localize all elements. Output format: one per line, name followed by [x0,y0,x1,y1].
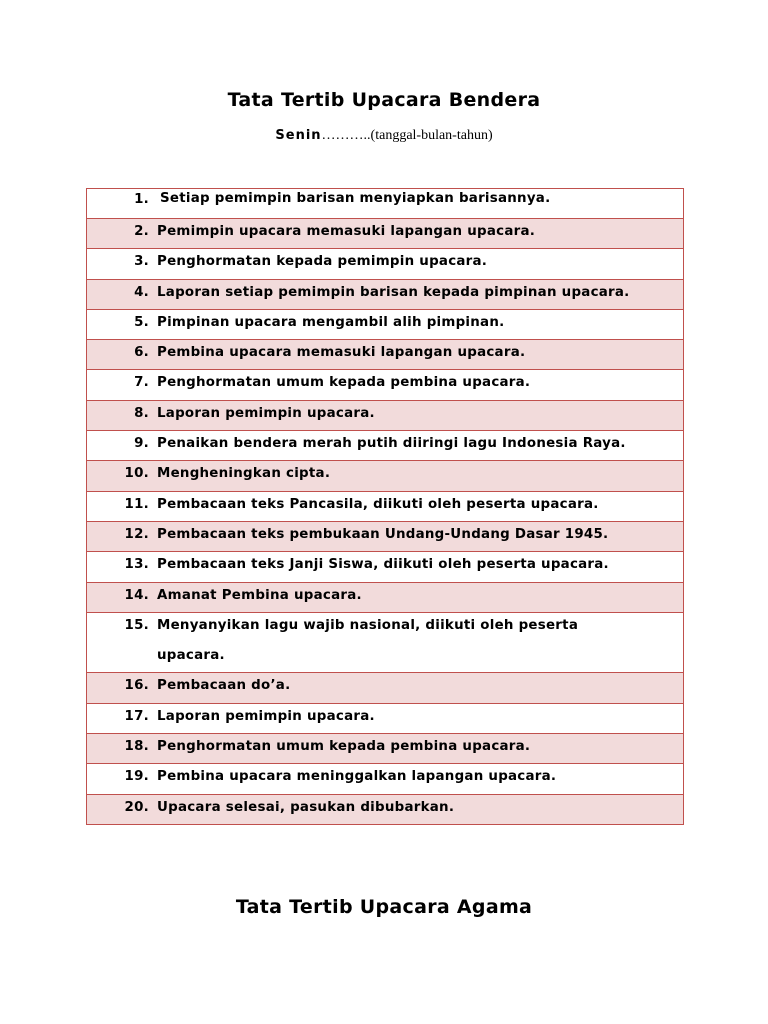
rule-row [87,673,683,703]
subtitle-date-placeholder: ………..(tanggal-bulan-tahun) [321,128,493,143]
rule-number: 8. [134,405,149,421]
section-title: Tata Tertib Upacara Agama [235,896,533,918]
rule-text: Setiap pemimpin barisan menyiapkan barisannya. [160,191,551,206]
rule-text: Pembina upacara memasuki lapangan upacara. [157,345,526,361]
rule-text: Laporan setiap pemimpin barisan kepada pimpinan upacara. [157,284,630,300]
rule-text: Upacara selesai, pasukan dibubarkan. [157,799,455,815]
rule-number: 10. [124,466,149,482]
rule-text: Laporan pemimpin upacara. [157,405,375,421]
rule-row [87,219,683,249]
rule-number: 3. [134,254,149,270]
rule-row [87,552,683,582]
rule-number: 14. [124,587,149,603]
rule-row [87,583,683,613]
rule-number: 9. [134,436,149,452]
rule-number: 16. [124,678,149,694]
rule-row [87,249,683,279]
rule-row [87,280,683,310]
rule-number: 12. [124,526,149,542]
subtitle-day: Senin [275,128,322,143]
rule-row [87,340,683,370]
rule-row [87,401,683,431]
rule-row [87,370,683,400]
rule-number: 11. [124,496,149,512]
page-title: Tata Tertib Upacara Bendera [227,89,541,111]
rule-text: Pemimpin upacara memasuki lapangan upacara. [157,224,536,239]
rule-row [87,492,683,522]
rule-row [87,310,683,340]
rule-number: 15. [124,617,149,633]
rule-number: 18. [124,739,149,755]
rule-row [87,613,683,674]
rule-number: 2. [134,224,149,239]
rule-row [87,764,683,794]
rule-number: 4. [134,284,149,300]
rule-number: 7. [134,375,149,391]
rule-number: 20. [124,799,149,815]
rule-text: Penghormatan kepada pemimpin upacara. [157,254,488,270]
rule-text: Penghormatan umum kepada pembina upacara. [157,739,531,755]
rule-number: 5. [134,314,149,330]
rule-text: Menyanyikan lagu wajib nasional, diikuti oleh peserta upacara. [157,617,579,663]
rule-number: 19. [124,769,149,785]
rule-text: Pembina upacara meninggalkan lapangan upacara. [157,769,557,785]
rule-text: Penaikan bendera merah putih diiringi lagu Indonesia Raya. [157,436,626,452]
rule-text: Pembacaan teks Pancasila, diikuti oleh peserta upacara. [157,496,599,512]
rule-row [87,461,683,491]
rule-row [87,734,683,764]
rule-number: 17. [124,708,149,724]
rule-text: Amanat Pembina upacara. [157,587,362,603]
rule-row [87,704,683,734]
rule-row [87,431,683,461]
rule-text: Pembacaan do’a. [157,678,291,694]
rule-text: Pembacaan teks Janji Siswa, diikuti oleh peserta upacara. [157,557,609,573]
rule-text: Laporan pemimpin upacara. [157,708,375,724]
rule-text: Penghormatan umum kepada pembina upacara. [157,375,531,391]
rule-number: 13. [124,557,149,573]
rule-number: 1. [134,192,149,207]
rule-text: Pimpinan upacara mengambil alih pimpinan. [157,314,505,330]
rule-row [87,189,683,219]
rules-table [86,188,684,825]
rule-number: 6. [134,345,149,361]
rule-text: Pembacaan teks pembukaan Undang-Undang Dasar 1945. [157,526,609,542]
rule-row [87,795,683,825]
page-subtitle [0,128,768,144]
rule-text: Mengheningkan cipta. [157,466,331,482]
rule-row [87,522,683,552]
